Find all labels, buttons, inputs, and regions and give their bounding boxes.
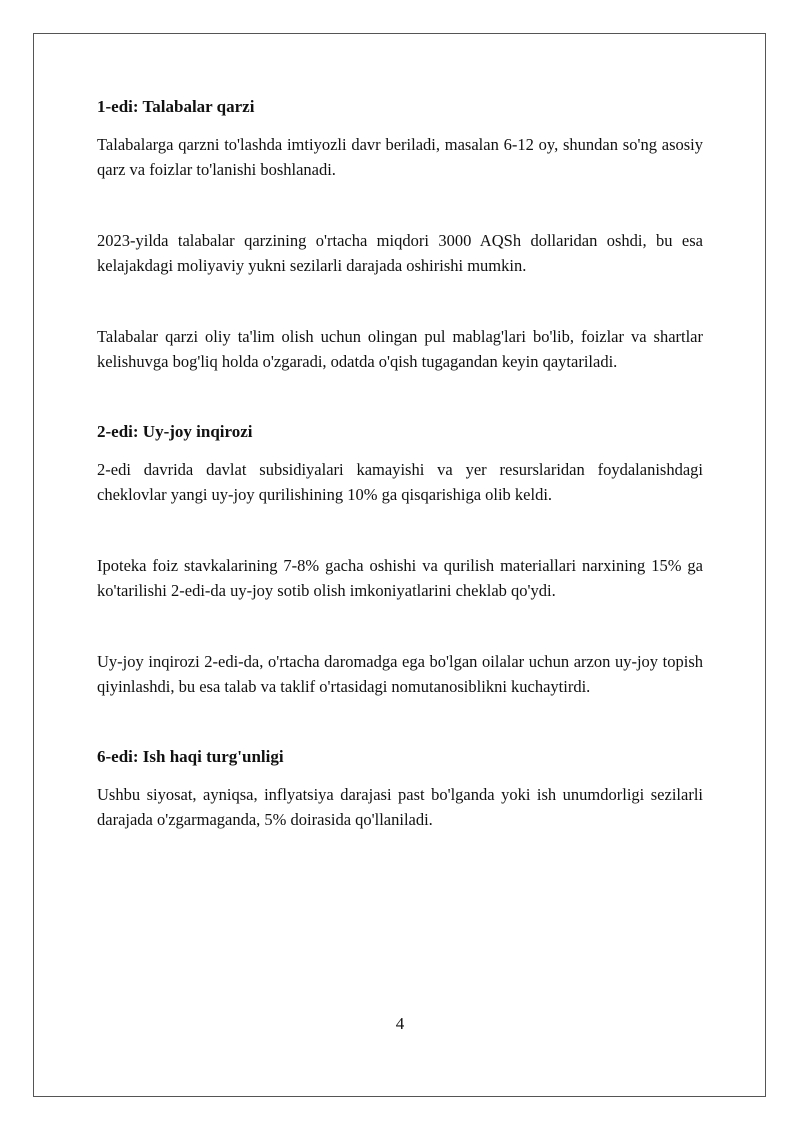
paragraph: Ushbu siyosat, ayniqsa, inflyatsiya darajasi past bo'lganda yoki ish unumdorligi sezilarli darajada o'zgarmaganda, 5% doirasida qo'llaniladi. xyxy=(97,785,703,829)
document-body xyxy=(97,94,703,832)
section-heading-student-debt: 1-edi: Talabalar qarzi xyxy=(97,97,255,116)
section-heading-wage-stagnation: 6-edi: Ish haqi turg'unligi xyxy=(97,747,284,766)
section-heading-housing-crisis: 2-edi: Uy-joy inqirozi xyxy=(97,422,253,441)
paragraph: 2-edi davrida davlat subsidiyalari kamayishi va yer resurslaridan foydalanishdagi cheklovlar yangi uy-joy qurilishining 10% ga qisqarishiga olib keldi. xyxy=(97,460,703,504)
paragraph: Uy-joy inqirozi 2-edi-da, o'rtacha daromadga ega bo'lgan oilalar uchun arzon uy-joy topish qiyinlashdi, bu esa talab va taklif o'rtasidagi nomutanosiblikni kuchaytirdi. xyxy=(97,652,703,696)
paragraph: Talabalar qarzi oliy ta'lim olish uchun olingan pul mablag'lari bo'lib, foizlar va shartlar kelishuvga bog'liq holda o'zgaradi, odatda o'qish tugagandan keyin qaytariladi. xyxy=(97,327,703,371)
paragraph: 2023-yilda talabalar qarzining o'rtacha miqdori 3000 AQSh dollaridan oshdi, bu esa kelajakdagi moliyaviy yukni sezilarli darajada oshirishi mumkin. xyxy=(97,231,703,275)
paragraph: Talabalarga qarzni to'lashda imtiyozli davr beriladi, masalan 6-12 oy, shundan so'ng asosiy qarz va foizlar to'lanishi boshlanadi. xyxy=(97,135,703,179)
paragraph: Ipoteka foiz stavkalarining 7-8% gacha oshishi va qurilish materiallari narxining 15% ga ko'tarilishi 2-edi-da uy-joy sotib olish imkoniyatlarini cheklab qo'ydi. xyxy=(97,556,703,600)
page-number: 4 xyxy=(395,1014,405,1033)
